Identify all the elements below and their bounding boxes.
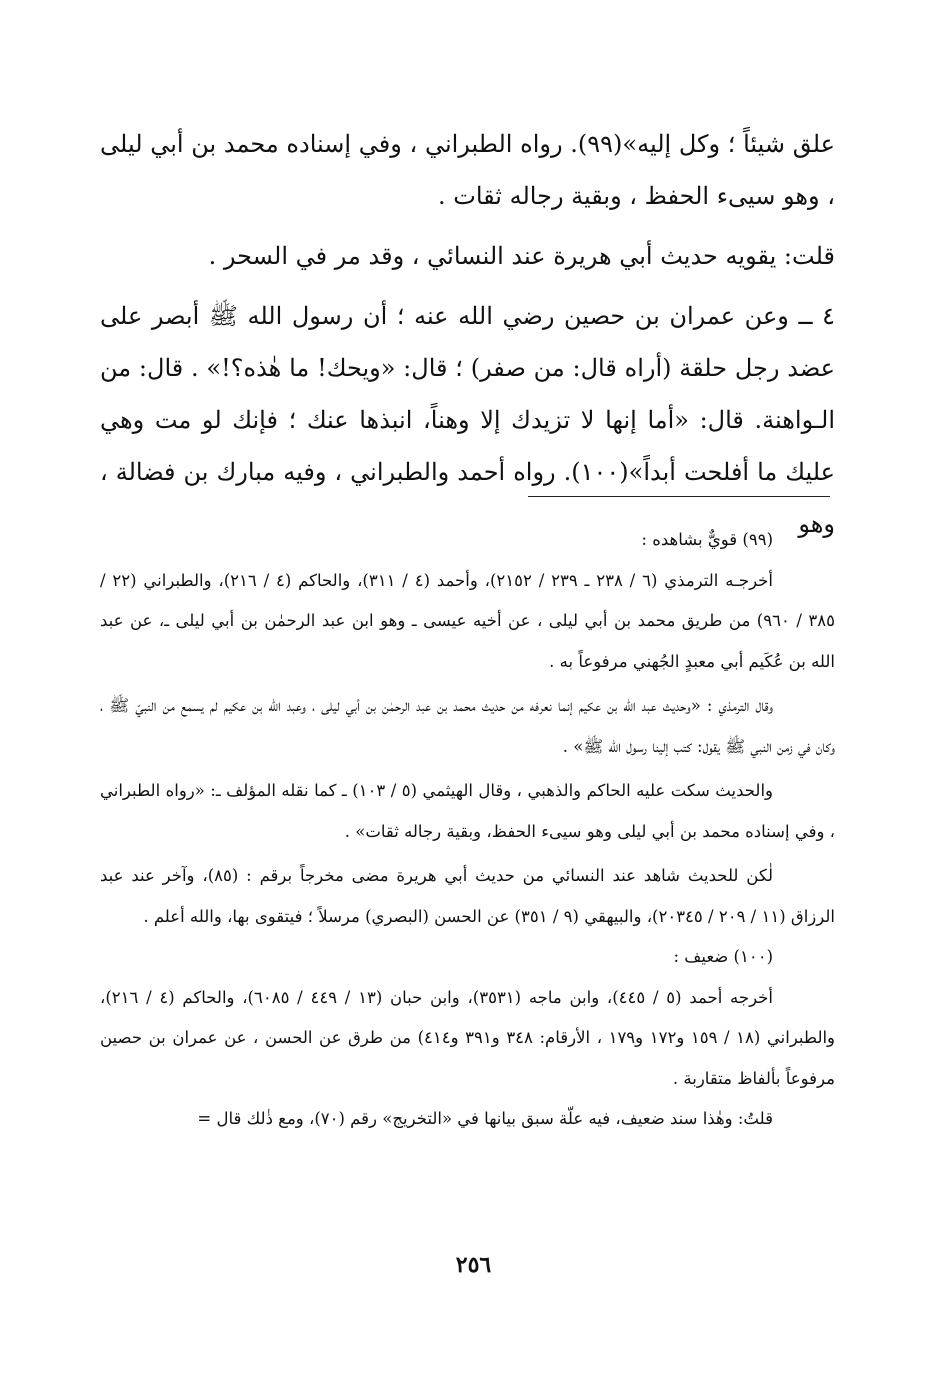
footnote-100-paragraph-2: قلتُ: وهٰذا سند ضعيف، فيه علّة سبق بيانها في «التخريج» رقم (٧٠)، ومع ذٰلك قال = xyxy=(197,1109,773,1128)
footnote-separator xyxy=(528,496,830,497)
main-text xyxy=(100,118,835,550)
main-paragraph-3: ٤ ــ وعن عمران بن حصين رضي الله عنه ؛ أن رسول الله ﷺ أبصر على عضد رجل حلقة (أراه قال: من صفر) ؛ قال: «ويحك! ما هٰذه؟!» . قال: من الـواهنة. قال: «أما إنها لا تزيدك إلا وهناً، انبذها عنك ؛ فإنك لو مت وهي عليك ما أفلحت أبداً»(١٠٠). رواه أحمد والطبراني ، وفيه مبارك بن فضالة ، وهو xyxy=(100,302,836,538)
footnote-99-heading: (٩٩) قويٌّ بشاهده : xyxy=(641,530,773,549)
footnotes xyxy=(100,520,835,1140)
footnote-99-paragraph-2: وقال الترمذي : «وحديث عبد الله بن عكيم إنما نعرفه من حديث محمد بن عبد الرحمٰن بن أبي ليلى ، وعبد الله بن عكيم لم يسمع من النبيّ ﷺ ، وكان في زمن النبي ﷺ يقول: كتب إلينا رسول الله ﷺ» . xyxy=(100,696,835,756)
main-paragraph-1: علق شيئاً ؛ وكل إليه»(٩٩). رواه الطبراني ، وفي إسناده محمد بن أبي ليلى ، وهو سيىء الحفظ ، وبقية رجاله ثقات . xyxy=(100,130,835,210)
main-paragraph-2: قلت: يقويه حديث أبي هريرة عند النسائي ، وقد مر في السحر . xyxy=(208,242,835,270)
footnote-100-heading: (١٠٠) ضعيف : xyxy=(673,947,773,966)
page-number: ٢٥٦ xyxy=(455,1252,492,1278)
footnote-99-paragraph-3: والحديث سكت عليه الحاكم والذهبي ، وقال الهيثمي (٥ / ١٠٣) ـ كما نقله المؤلف ـ: «رواه الطبراني ، وفي إسناده محمد بن أبي ليلى وهو سيىء الحفظ، وبقية رجاله ثقات» . xyxy=(100,781,835,841)
footnote-99-paragraph-1: أخرجـه الترمذي (٦ / ٢٣٨ ـ ٢٣٩ / ٢١٥٢)، وأحمد (٤ / ٣١١)، والحاكم (٤ / ٢١٦)، والطبراني (٢٢ / ٣٨٥ / ٩٦٠) من طريق محمد بن أبي ليلى ، عن أخيه عيسى ـ وهو ابن عبد الرحمٰن بن أبي ليلى ـ، عن عبد الله بن عُكَيم أبي معبدٍ الجُهني مرفوعاً به . xyxy=(100,570,835,671)
footnote-99-paragraph-4: لٰكن للحديث شاهد عند النسائي من حديث أبي هريرة مضى مخرجاً برقم : (٨٥)، وآخر عند عبد الرزاق (١١ / ٢٠٩ / ٢٠٣٤٥)، والبيهقي (٩ / ٣٥١) عن الحسن (البصري) مرسلاً ؛ فيتقوى بها، والله أعلم . xyxy=(100,866,835,926)
footnote-100-paragraph-1: أخرجه أحمد (٥ / ٤٤٥)، وابن ماجه (٣٥٣١)، وابن حبان (١٣ / ٤٤٩ / ٦٠٨٥)، والحاكم (٤ / ٢١٦)، والطبراني (١٨ / ١٥٩ و١٧٢ و١٧٩ ، الأرقام: ٣٤٨ و٣٩١ و٤١٤) من طرق عن الحسن ، عن عمران بن حصين مرفوعاً بألفاظ متقاربة . xyxy=(100,987,836,1088)
